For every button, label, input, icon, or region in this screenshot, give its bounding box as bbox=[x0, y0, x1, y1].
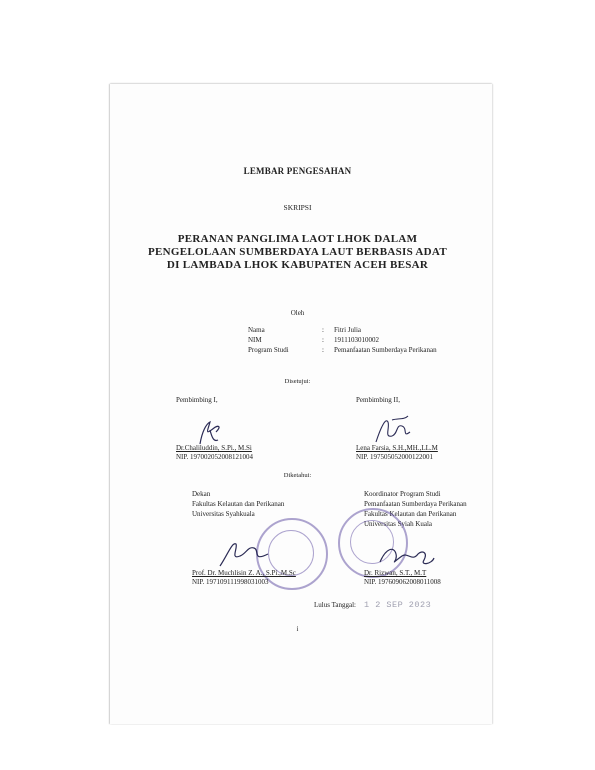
graduation-date-stamp: 1 2 SEP 2023 bbox=[364, 600, 432, 610]
signature-dean bbox=[214, 536, 274, 572]
page-heading: LEMBAR PENGESAHAN bbox=[243, 166, 352, 176]
by-label: Oleh bbox=[290, 309, 305, 317]
signature-coordinator bbox=[376, 540, 436, 570]
acknowledged-label: Diketahui: bbox=[283, 472, 312, 479]
dean-line: Dekan bbox=[192, 490, 211, 498]
supervisor-2-role: Pembimbing II, bbox=[356, 396, 400, 404]
info-sep: : bbox=[322, 346, 324, 354]
dean-line: Fakultas Kelautan dan Perikanan bbox=[192, 500, 285, 508]
info-value-name: Fitri Julia bbox=[334, 326, 362, 334]
info-label-program: Program Studi bbox=[248, 346, 289, 354]
info-label-name: Nama bbox=[248, 326, 265, 334]
page-number: i bbox=[296, 625, 299, 633]
coordinator-name: Dr. Rizwan, S.T., M.T bbox=[364, 569, 427, 577]
title-line: DI LAMBADA LHOK KABUPATEN ACEH BESAR bbox=[166, 259, 429, 271]
dean-name: Prof. Dr. Muchlisin Z. A., S.Pi.,M.Sc bbox=[192, 569, 296, 577]
supervisor-1-role: Pembimbing I, bbox=[176, 396, 218, 404]
info-sep: : bbox=[322, 336, 324, 344]
title-line: PENGELOLAAN SUMBERDAYA LAUT BERBASIS ADAT bbox=[148, 246, 447, 258]
dean-nip: NIP. 197109111998031003 bbox=[192, 578, 269, 586]
dean-block bbox=[192, 489, 284, 519]
signature-supervisor-2 bbox=[372, 414, 416, 448]
document-type: SKRIPSI bbox=[283, 203, 312, 212]
graduation-label: Lulus Tanggal: bbox=[314, 601, 356, 609]
info-value-program: Pemanfaatan Sumberdaya Perikanan bbox=[334, 346, 437, 354]
coordinator-line: Universitas Syiah Kuala bbox=[364, 520, 433, 528]
info-value-nim: 1911103010002 bbox=[334, 336, 379, 344]
info-label-nim: NIM bbox=[248, 336, 262, 344]
coordinator-line: Koordinator Program Studi bbox=[364, 490, 441, 498]
title-line: PERANAN PANGLIMA LAOT LHOK DALAM bbox=[177, 233, 418, 245]
coordinator-line: Fakultas Kelautan dan Perikanan bbox=[364, 510, 457, 518]
supervisor-1-name: Dr.Chaliluddin, S.Pi., M.Si bbox=[176, 444, 252, 452]
info-sep: : bbox=[322, 326, 324, 334]
thesis-title bbox=[0, 233, 595, 272]
supervisor-1-nip: NIP. 197002052008121004 bbox=[176, 453, 254, 461]
coordinator-nip: NIP. 197609062008011008 bbox=[364, 578, 441, 586]
supervisor-2-name: Lena Farsia, S.H.,MH.,LL.M bbox=[356, 444, 438, 452]
supervisor-2-nip: NIP. 197505052000122001 bbox=[356, 453, 434, 461]
coordinator-line: Pemanfaatan Sumberdaya Perikanan bbox=[364, 500, 467, 508]
dean-line: Universitas Syahkuala bbox=[192, 510, 255, 518]
approved-label: Disetujui: bbox=[284, 378, 311, 385]
